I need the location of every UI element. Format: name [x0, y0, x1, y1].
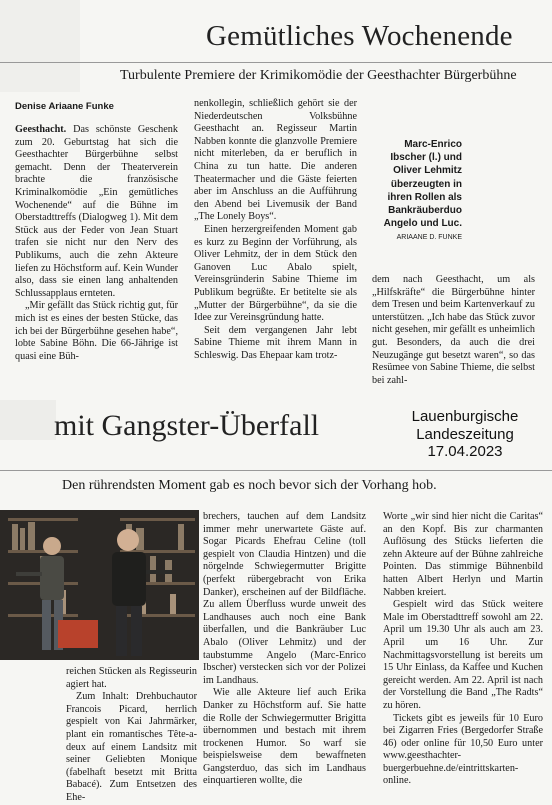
headline-rule: [0, 62, 552, 63]
article-photo: [0, 510, 199, 660]
photo-scene: [0, 510, 199, 660]
stamp-line: 17.04.2023: [427, 443, 503, 460]
article-column-2-bottom: [203, 511, 366, 788]
paragraph: Seit dem vergangenen Jahr lebt Sabine Thieme mit ihrem Mann in Schleswig. Das Ehepaar kam trotz-: [194, 324, 357, 361]
headline-fade-block: [0, 400, 56, 440]
article-column-1: [15, 124, 178, 363]
paragraph: Tickets gibt es jeweils für 10 Euro bei Zigarren Fries (Bergedorfer Straße 46) oder online für 10,50 Euro unter www.geesthachter-buergerbuehne.de/eintrittskarten-online.: [383, 712, 543, 787]
paragraph: Worte „wir sind hier nicht die Caritas“ an den Kopf. Bis zur charmanten Auflösung des Stücks lieferten die zehn Akteure auf der Bühne zahlreiche Pointen. Das stimmige Bühnenbild hatten Albert Herlyn und Martin Nabben kreiert.: [383, 511, 543, 598]
headline-bottom: mit Gangster-Überfall: [54, 409, 320, 442]
stamp-line: Landeszeitung: [416, 425, 514, 443]
author-byline: Denise Ariaane Funke: [15, 101, 114, 112]
subheadline-top: Turbulente Premiere der Krimikomödie der Geesthachter Bürgerbühne: [120, 68, 517, 83]
paragraph: brechers, tauchen auf dem Landsitz immer mehr unerwartete Gäste auf. Sogar Picards Ehefrau Celine (toll gespielt von Claudia Hintzen) und die nörgelnde Schwiegermutter Brigitte (perfekt rübergebracht von Erika Danker), erscheinen auf der Bildfläche. Zu allem Überfluss wurde unweit des Landhauses auch noch eine Bank überfallen, und die Bankräuber Luc Abalo (Oliver Lehmitz) und der taubstumme Angelo (Marc-Enrico Ibscher) verstecken sich vor der Polizei im Landhaus.: [203, 511, 366, 686]
article-column-2: [194, 98, 357, 362]
caption-text: Marc-Enrico Ibscher (l.) und Oliver Lehmitz überzeugten in ihren Rollen als Bankräuberduo Angelo und Luc.: [383, 139, 462, 230]
subheadline-bottom: Den rührendsten Moment gab es noch bevor sich der Vorhang hob.: [62, 478, 437, 493]
newspaper-source-stamp: [392, 408, 538, 461]
paragraph: Zum Inhalt: Drehbuchautor Francois Picard, herrlich gespielt von Kai Jahrmärker, plant ein romantisches Tête-a-deux auf einem Landsitz mit seiner Geliebten Monique (fabelhaft besetzt mit Britta Babacé). Zum Entsetzen des Ehe-: [66, 691, 197, 803]
paragraph: nenkollegin, schließlich gehört sie der Niederdeutschen Volksbühne Geesthacht an. Regisseur Martin Nabben konnte die glanzvolle Premiere nicht miterleben, da er beruflich in China zu tun hatte. Die anderen Theatermacher und die Gäste feierten aber im Anschluss an die Aufführung den Abend bei Livemusik der Band „The Lonely Boys“.: [194, 98, 357, 223]
paragraph: Gespielt wird das Stück weitere Male im Oberstadttreff sowohl am 22. April um 19.30 Uhr als auch am 23. April um 16 Uhr. Zur Nachmittagsvorstellung ist bereits um 15 Uhr Einlass, da Kaffee und Kuchen gereicht werden. Am 22. April ist nach der Vorstellung die Band „The Radts“ zu hören.: [383, 599, 543, 711]
stamp-line: Lauenburgische: [411, 408, 519, 425]
article-column-3-bottom: [383, 511, 543, 788]
article-column-3-top: [372, 274, 535, 387]
photo-caption: [372, 138, 462, 245]
photo-credit: ARIAANE D. FUNKE: [396, 234, 462, 242]
headline-rule: [0, 470, 552, 471]
paragraph: dem nach Geesthacht, um als „Hilfskräfte“ die Bürgerbühne hinter dem Tresen und beim Kartenverkauf zu unterstützen. „Ich habe das Stück zuvor nicht gesehen, mir gefällt es unheimlich gut. Besonders, da auch die drei Neuzugänge gut besetzt waren“, so das Resümee von Sabine Thieme, die selbst bei zahl-: [372, 274, 535, 386]
paragraph: reichen Stücken als Regisseurin agiert hat.: [66, 666, 197, 690]
paragraph: „Mir gefällt das Stück richtig gut, für mich ist es eines der besten Stücke, das ich bei der Bürgerbühne gesehen habe“, lobte Sabine Böhn. Die 66-Jährige ist quasi eine Büh-: [15, 300, 178, 362]
paragraph: Wie alle Akteure lief auch Erika Danker zu Höchstform auf. Sie hatte die Rolle der Schwiegermutter Brigitta übernommen und bestach mit ihrem trockenen Humor. So warf sie beispielsweise dem bewaffneten Gangsterduo, das sich im Landhaus einquartieren wollte, die: [203, 687, 366, 787]
paragraph: Geesthacht. Das schönste Geschenk zum 20. Geburtstag hat sich die Geesthachter Bürgerbühne selbst gemacht. Denn der Theaterverein brachte die französische Kriminalkomödie „Ein gemütliches Wochenende“ auf die Bühne im Oberstadttreffs (Dialogweg 1). Mit dem Stück aus der Feder von Jean Stuart trafen sie nicht nur den Nerv des Publikums, auch die zehn Akteure liefen zu Höchstform auf. Kein Wunder also, dass sie einen lang anhaltenden Schlussapplaus ernteten.: [15, 124, 178, 299]
adjacent-column-fade: [0, 0, 80, 92]
headline-top: Gemütliches Wochenende: [206, 20, 513, 52]
paragraph: Einen herzergreifenden Moment gab es kurz zu Beginn der Vorführung, als Oliver Lehmitz, der in dem Stück den Ganoven Luc Abalo spielt, Vereinsgründerin Sabine Thieme im Publikum begrüßte. Er betitelte sie als „Mutter der Bürgerbühne“, da sie die Idee zur Vereinsgründung hatte.: [194, 223, 357, 324]
